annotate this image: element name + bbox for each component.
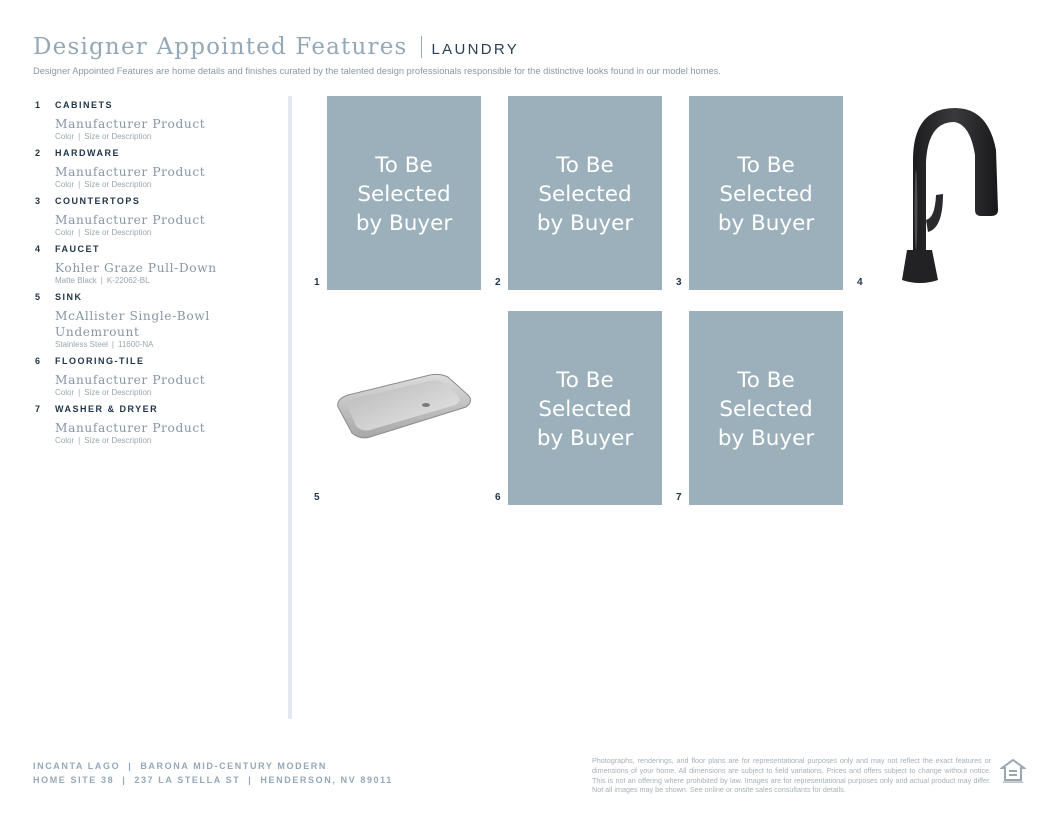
- placeholder-text: [718, 364, 814, 453]
- feature-detail-color: Matte Black: [55, 276, 97, 285]
- feature-detail: [55, 228, 275, 238]
- feature-detail-color: Color: [55, 388, 75, 397]
- feature-detail: [55, 132, 275, 142]
- feature-detail-description: Size or Description: [84, 388, 152, 397]
- faucet-base: [902, 250, 938, 283]
- feature-heading: HARDWARE: [55, 148, 120, 158]
- feature-heading: WASHER & DRYER: [55, 404, 159, 414]
- footer-line-address: [33, 773, 393, 787]
- feature-detail-description: Size or Description: [84, 436, 152, 445]
- detail-separator: |: [78, 436, 81, 445]
- city-state-zip: HENDERSON, NV 89011: [260, 775, 393, 785]
- feature-item-hardware: [35, 148, 275, 190]
- placeholder-line: To Be: [556, 367, 614, 393]
- footer-separator: |: [128, 761, 133, 771]
- feature-item-flooring-tile: [35, 356, 275, 398]
- footer-separator: |: [248, 775, 253, 785]
- image-number: 5: [314, 492, 320, 503]
- title-divider: [421, 36, 422, 58]
- faucet-image: [880, 100, 1005, 290]
- placeholder-line: Selected: [357, 181, 451, 207]
- feature-detail: [55, 340, 275, 350]
- image-number: 2: [495, 277, 501, 288]
- image-number: 1: [314, 277, 320, 288]
- feature-detail: [55, 180, 275, 190]
- feature-detail-description: K-22062-BL: [106, 276, 150, 285]
- section-name: LAUNDRY: [431, 41, 520, 58]
- sink-drain: [422, 403, 430, 407]
- feature-detail-color: Color: [55, 180, 75, 189]
- feature-detail-description: 11600-NA: [118, 340, 154, 349]
- detail-separator: |: [100, 276, 103, 285]
- feature-product: Kohler Graze Pull-Down: [55, 261, 217, 275]
- image-number: 6: [495, 492, 501, 503]
- placeholder-text: [718, 149, 814, 238]
- feature-detail-color: Color: [55, 132, 75, 141]
- collection-name: BARONA MID-CENTURY MODERN: [140, 761, 327, 771]
- detail-separator: |: [78, 388, 81, 397]
- placeholder-tile-hardware: [508, 96, 662, 290]
- placeholder-line: by Buyer: [536, 210, 634, 236]
- placeholder-line: To Be: [737, 367, 795, 393]
- image-number: 7: [676, 492, 682, 503]
- page-subtitle: Designer Appointed Features are home details and finishes curated by the talented design professionals responsible for the distinctive looks found in our model homes.: [33, 66, 721, 76]
- feature-number: 2: [35, 148, 41, 158]
- feature-heading: COUNTERTOPS: [55, 196, 141, 206]
- placeholder-text: [537, 364, 633, 453]
- page-title: Designer Appointed Features: [33, 34, 408, 60]
- community-name: INCANTA LAGO: [33, 761, 121, 771]
- placeholder-line: by Buyer: [536, 425, 634, 451]
- feature-detail-description: Size or Description: [84, 228, 152, 237]
- placeholder-line: To Be: [737, 152, 795, 178]
- footer-address: [33, 759, 393, 787]
- feature-number: 7: [35, 404, 41, 414]
- feature-item-countertops: [35, 196, 275, 238]
- feature-item-faucet: [35, 244, 275, 286]
- feature-heading: FAUCET: [55, 244, 100, 254]
- placeholder-line: To Be: [556, 152, 614, 178]
- feature-detail-color: Color: [55, 228, 75, 237]
- placeholder-line: by Buyer: [717, 210, 815, 236]
- feature-product: McAllister Single-Bowl Undemrount: [55, 309, 210, 339]
- feature-detail-color: Stainless Steel: [55, 340, 108, 349]
- faucet-handle: [926, 194, 943, 232]
- feature-item-washer-dryer: [35, 404, 275, 446]
- detail-separator: |: [78, 180, 81, 189]
- faucet-spout: [913, 108, 998, 255]
- page-header: [33, 34, 519, 60]
- placeholder-line: Selected: [719, 396, 813, 422]
- placeholder-tile-washer-dryer: [689, 311, 843, 505]
- feature-heading: CABINETS: [55, 100, 114, 110]
- feature-item-cabinets: [35, 100, 275, 142]
- feature-product: Manufacturer Product: [55, 117, 206, 131]
- placeholder-line: Selected: [538, 396, 632, 422]
- footer-line-community: [33, 759, 393, 773]
- feature-product: Manufacturer Product: [55, 373, 206, 387]
- feature-detail: [55, 436, 275, 446]
- feature-number: 1: [35, 100, 41, 110]
- feature-detail-description: Size or Description: [84, 180, 152, 189]
- feature-product: Manufacturer Product: [55, 165, 206, 179]
- vertical-divider: [288, 96, 292, 719]
- placeholder-line: Selected: [538, 181, 632, 207]
- placeholder-text: [356, 149, 452, 238]
- homesite-number: HOME SITE 38: [33, 775, 115, 785]
- feature-item-sink: [35, 292, 275, 350]
- footer-separator: |: [122, 775, 127, 785]
- sink-image: [330, 365, 480, 445]
- placeholder-tile-cabinets: [327, 96, 481, 290]
- placeholder-text: [537, 149, 633, 238]
- image-number: 4: [857, 277, 863, 288]
- equal-housing-opportunity-icon: [1000, 758, 1026, 784]
- street-address: 237 LA STELLA ST: [134, 775, 241, 785]
- feature-heading: FLOORING-TILE: [55, 356, 145, 366]
- placeholder-tile-countertops: [689, 96, 843, 290]
- image-number: 3: [676, 277, 682, 288]
- detail-separator: |: [111, 340, 114, 349]
- placeholder-line: by Buyer: [717, 425, 815, 451]
- faucet-highlight: [915, 170, 918, 250]
- placeholder-line: by Buyer: [355, 210, 453, 236]
- feature-list: [35, 100, 275, 452]
- legal-disclaimer: Photographs, renderings, and floor plans are for representational purposes only and may not reflect the exact features or dimensions of your home. All dimensions are subject to field variations. Prices and offers subject to change without notice. This is not an offering where prohibited by law. Images are for representational purposes only and actual product may differ. Not all images may be shown. See online or onsite sales consultants for details.: [592, 756, 991, 795]
- feature-detail-description: Size or Description: [84, 132, 152, 141]
- feature-number: 3: [35, 196, 41, 206]
- feature-product: Manufacturer Product: [55, 421, 206, 435]
- feature-number: 5: [35, 292, 41, 302]
- placeholder-line: Selected: [719, 181, 813, 207]
- detail-separator: |: [78, 132, 81, 141]
- feature-number: 4: [35, 244, 41, 254]
- feature-detail: [55, 276, 275, 286]
- feature-detail: [55, 388, 275, 398]
- feature-detail-color: Color: [55, 436, 75, 445]
- placeholder-tile-flooring: [508, 311, 662, 505]
- placeholder-line: To Be: [375, 152, 433, 178]
- feature-heading: SINK: [55, 292, 83, 302]
- feature-product: Manufacturer Product: [55, 213, 206, 227]
- feature-number: 6: [35, 356, 41, 366]
- detail-separator: |: [78, 228, 81, 237]
